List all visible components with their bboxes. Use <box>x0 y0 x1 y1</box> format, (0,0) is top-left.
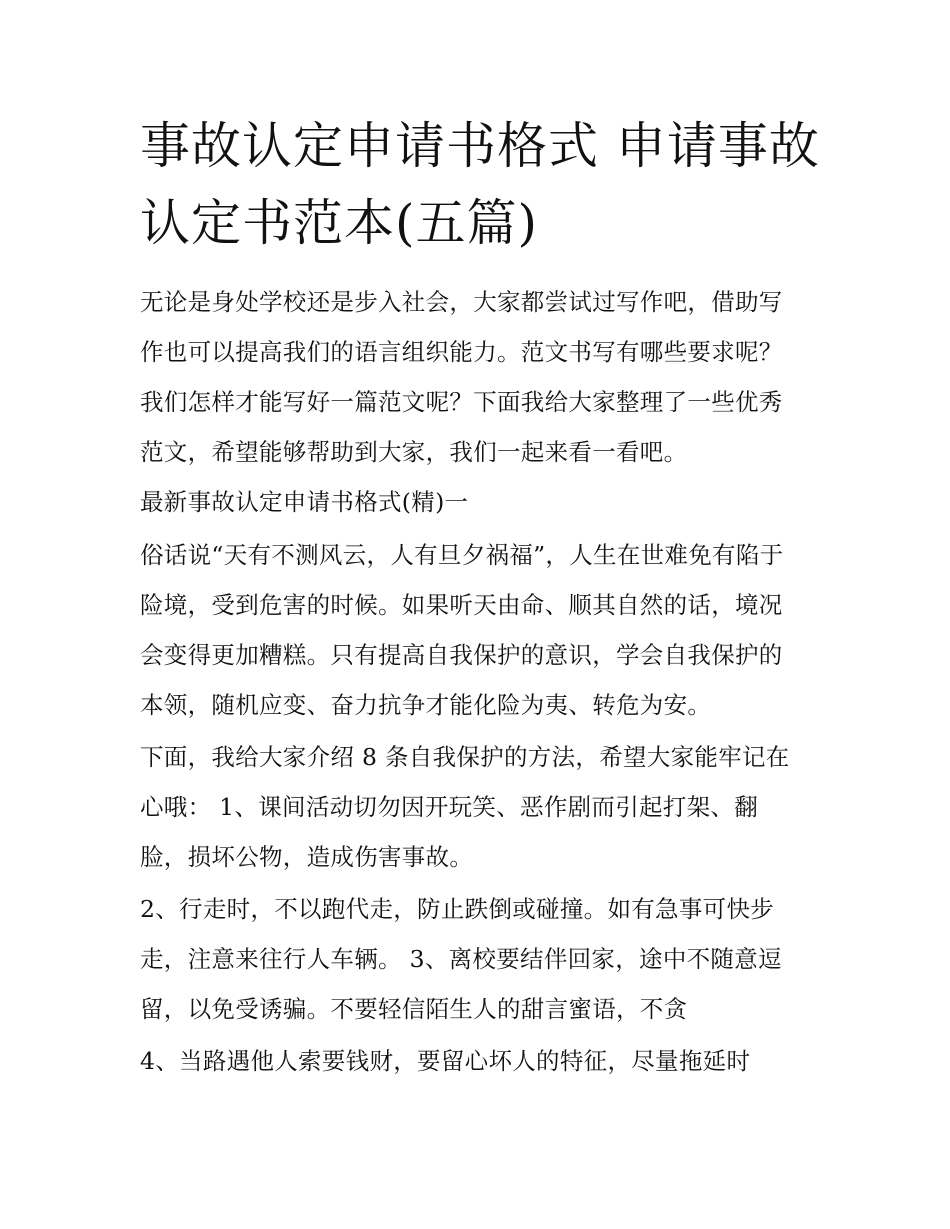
body-line: 险境，受到危害的时候。如果听天由命、顺其自然的话，境况 <box>140 591 783 619</box>
body-line: 2、行走时，不以跑代走，防止跌倒或碰撞。如有急事可快步 <box>140 895 775 923</box>
body-line: 范文，希望能够帮助到大家，我们一起来看一看吧。 <box>140 438 688 466</box>
body-line: 留，以免受诱骗。不要轻信陌生人的甜言蜜语，不贪 <box>140 995 688 1023</box>
document-title: 事故认定申请书格式 申请事故认定书范本(五篇) <box>140 117 820 252</box>
body-line: 脸，损坏公物，造成伤害事故。 <box>140 843 474 871</box>
body-line: 无论是身处学校还是步入社会，大家都尝试过写作吧，借助写 <box>140 288 783 316</box>
body-line: 4、当路遇他人索要钱财，要留心坏人的特征，尽量拖延时 <box>140 1047 751 1075</box>
body-line: 走，注意来往行人车辆。 3、离校要结伴回家，途中不随意逗 <box>140 945 782 973</box>
body-line: 下面，我给大家介绍 8 条自我保护的方法，希望大家能牢记在 <box>140 743 790 771</box>
section-heading: 最新事故认定申请书格式(精)一 <box>140 488 469 516</box>
body-line: 心哦： 1、课间活动切勿因开玩笑、恶作剧而引起打架、翻 <box>140 793 759 821</box>
body-line: 俗话说“天有不测风云，人有旦夕祸福”，人生在世难免有陷于 <box>140 541 784 569</box>
body-line: 我们怎样才能写好一篇范文呢？下面我给大家整理了一些优秀 <box>140 388 783 416</box>
body-line: 本领，随机应变、奋力抗争才能化险为夷、转危为安。 <box>140 691 712 719</box>
body-line: 会变得更加糟糕。只有提高自我保护的意识，学会自我保护的 <box>140 641 783 669</box>
body-line: 作也可以提高我们的语言组织能力。范文书写有哪些要求呢？ <box>140 338 783 366</box>
